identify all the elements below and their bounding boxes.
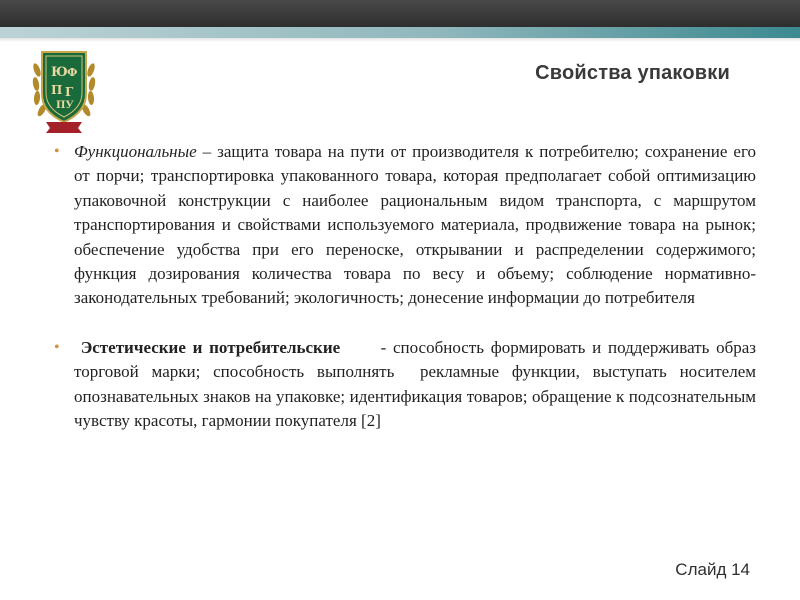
- svg-text:ПУ: ПУ: [56, 100, 74, 111]
- slide-number: Слайд 14: [675, 560, 750, 579]
- bullet-dot-icon: •: [54, 143, 60, 160]
- header-teal-band: [0, 27, 800, 38]
- bullet-term: Функциональные: [74, 142, 197, 161]
- bullet-dot-icon: •: [54, 338, 60, 356]
- header-shadow: [0, 38, 800, 42]
- bullet-aesthetic: [52, 336, 761, 434]
- bullet-term: Эстетические и потребительские: [74, 337, 341, 357]
- svg-text:Г: Г: [65, 85, 74, 99]
- slide-content: [52, 140, 761, 433]
- svg-text:Ю: Ю: [51, 65, 68, 80]
- university-crest-logo: [32, 44, 96, 134]
- slide-title: Свойства упаковки: [535, 62, 730, 84]
- header-dark-bar: [0, 0, 800, 27]
- bullet-text: – защита товара на пути от производителя к потребителю; сохранение его от порчи; транспортировка упакованного товара, которая предполагает собой оптимизацию упаковочной конструкции с наиболее рациональным видом транспорта, с маршрутом транспортирования и свойствами используемого материала, продвижение товара на рынок; обеспечение удобства при его переноске, открывании и распределении содержимого; функция дозирования количества товара по весу и объему; соблюдение нормативно-законодательных требований; экологичность; донесение информации до потребителя: [74, 142, 756, 308]
- svg-text:Ф: Ф: [67, 66, 78, 79]
- bullet-text: - способность формировать и поддерживать образ торговой марки; способность выполнять рекламные функции, выступать носителем опознавательных знаков на упаковке; идентификация товаров; обращение к подсознательным чувству красоты, гармонии покупателя [2]: [74, 337, 761, 431]
- crest-icon: [32, 44, 96, 134]
- bullet-functional: [52, 140, 756, 311]
- svg-text:П: П: [51, 83, 63, 97]
